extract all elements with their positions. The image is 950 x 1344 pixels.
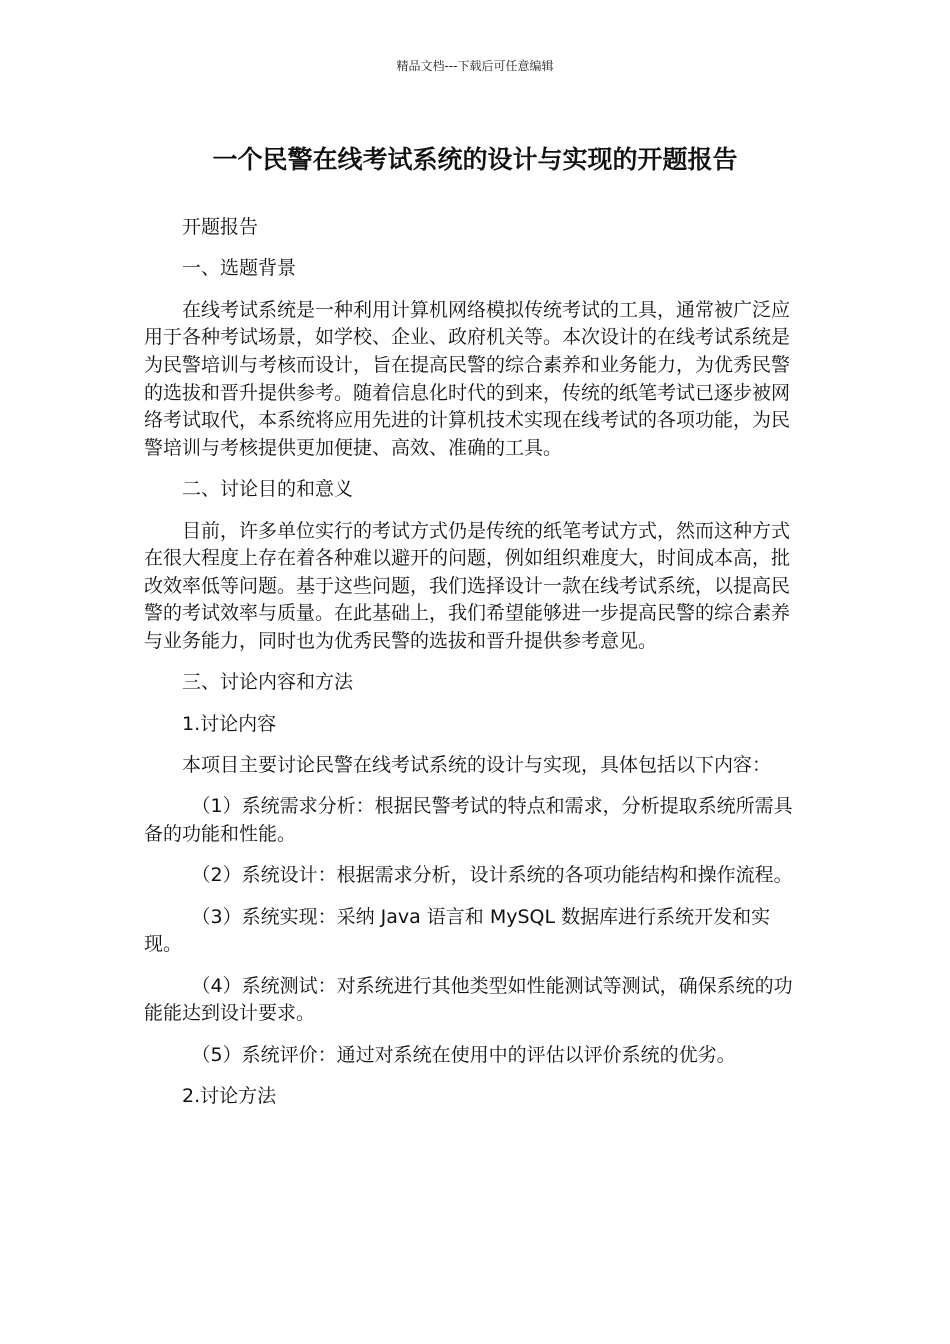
list-item-testing: （4）系统测试：对系统进行其他类型如性能测试等测试，确保系统的功能能达到设计要求。 xyxy=(144,974,793,1025)
list-item-design: （2）系统设计：根据需求分析，设计系统的各项功能结构和操作流程。 xyxy=(191,864,793,887)
section-heading-content-method: 三、讨论内容和方法 xyxy=(182,671,354,694)
header-note: 精品文档---下载后可任意编辑 xyxy=(396,59,554,73)
paragraph-background: 在线考试系统是一种利用计算机网络模拟传统考试的工具，通常被广泛应用于各种考试场景，如学校、企业、政府机关等。本次设计的在线考试系统是为民警培训与考核而设计，旨在提高民警的综合素养和业务能力，为优秀民警的选拔和晋升提供参考。随着信息化时代的到来，传统的纸笔考试已逐步被网络考试取代，本系统将应用先进的计算机技术实现在线考试的各项功能，为民警培训与考核提供更加便捷、高效、准确的工具。 xyxy=(144,298,791,459)
paragraph-content-intro: 本项目主要讨论民警在线考试系统的设计与实现，具体包括以下内容： xyxy=(182,754,772,777)
section-heading-background: 一、选题背景 xyxy=(182,257,297,280)
paragraph-purpose: 目前，许多单位实行的考试方式仍是传统的纸笔考试方式，然而这种方式在很大程度上存在着各种难以避开的问题，例如组织难度大，时间成本高，批改效率低等问题。基于这些问题，我们选择设计一款在线考试系统，以提高民警的考试效率与质量。在此基础上，我们希望能够进一步提高民警的综合素养与业务能力，同时也为优秀民警的选拔和晋升提供参考意见。 xyxy=(144,519,791,652)
document-title: 一个民警在线考试系统的设计与实现的开题报告 xyxy=(212,145,738,174)
section-heading-purpose: 二、讨论目的和意义 xyxy=(182,478,354,501)
document-body xyxy=(144,214,806,1125)
subsection-heading-method: 2.讨论方法 xyxy=(182,1085,277,1108)
list-item-implementation: （3）系统实现：采纳 Java 语言和 MySQL 数据库进行系统开发和实现。 xyxy=(144,905,771,956)
report-label: 开题报告 xyxy=(182,216,259,238)
subsection-heading-content: 1.讨论内容 xyxy=(182,712,277,735)
list-item-requirements: （1）系统需求分析：根据民警考试的特点和需求，分析提取系统所需具备的功能和性能。 xyxy=(144,795,793,846)
list-item-evaluation: （5）系统评价：通过对系统在使用中的评估以评价系统的优劣。 xyxy=(191,1043,736,1066)
